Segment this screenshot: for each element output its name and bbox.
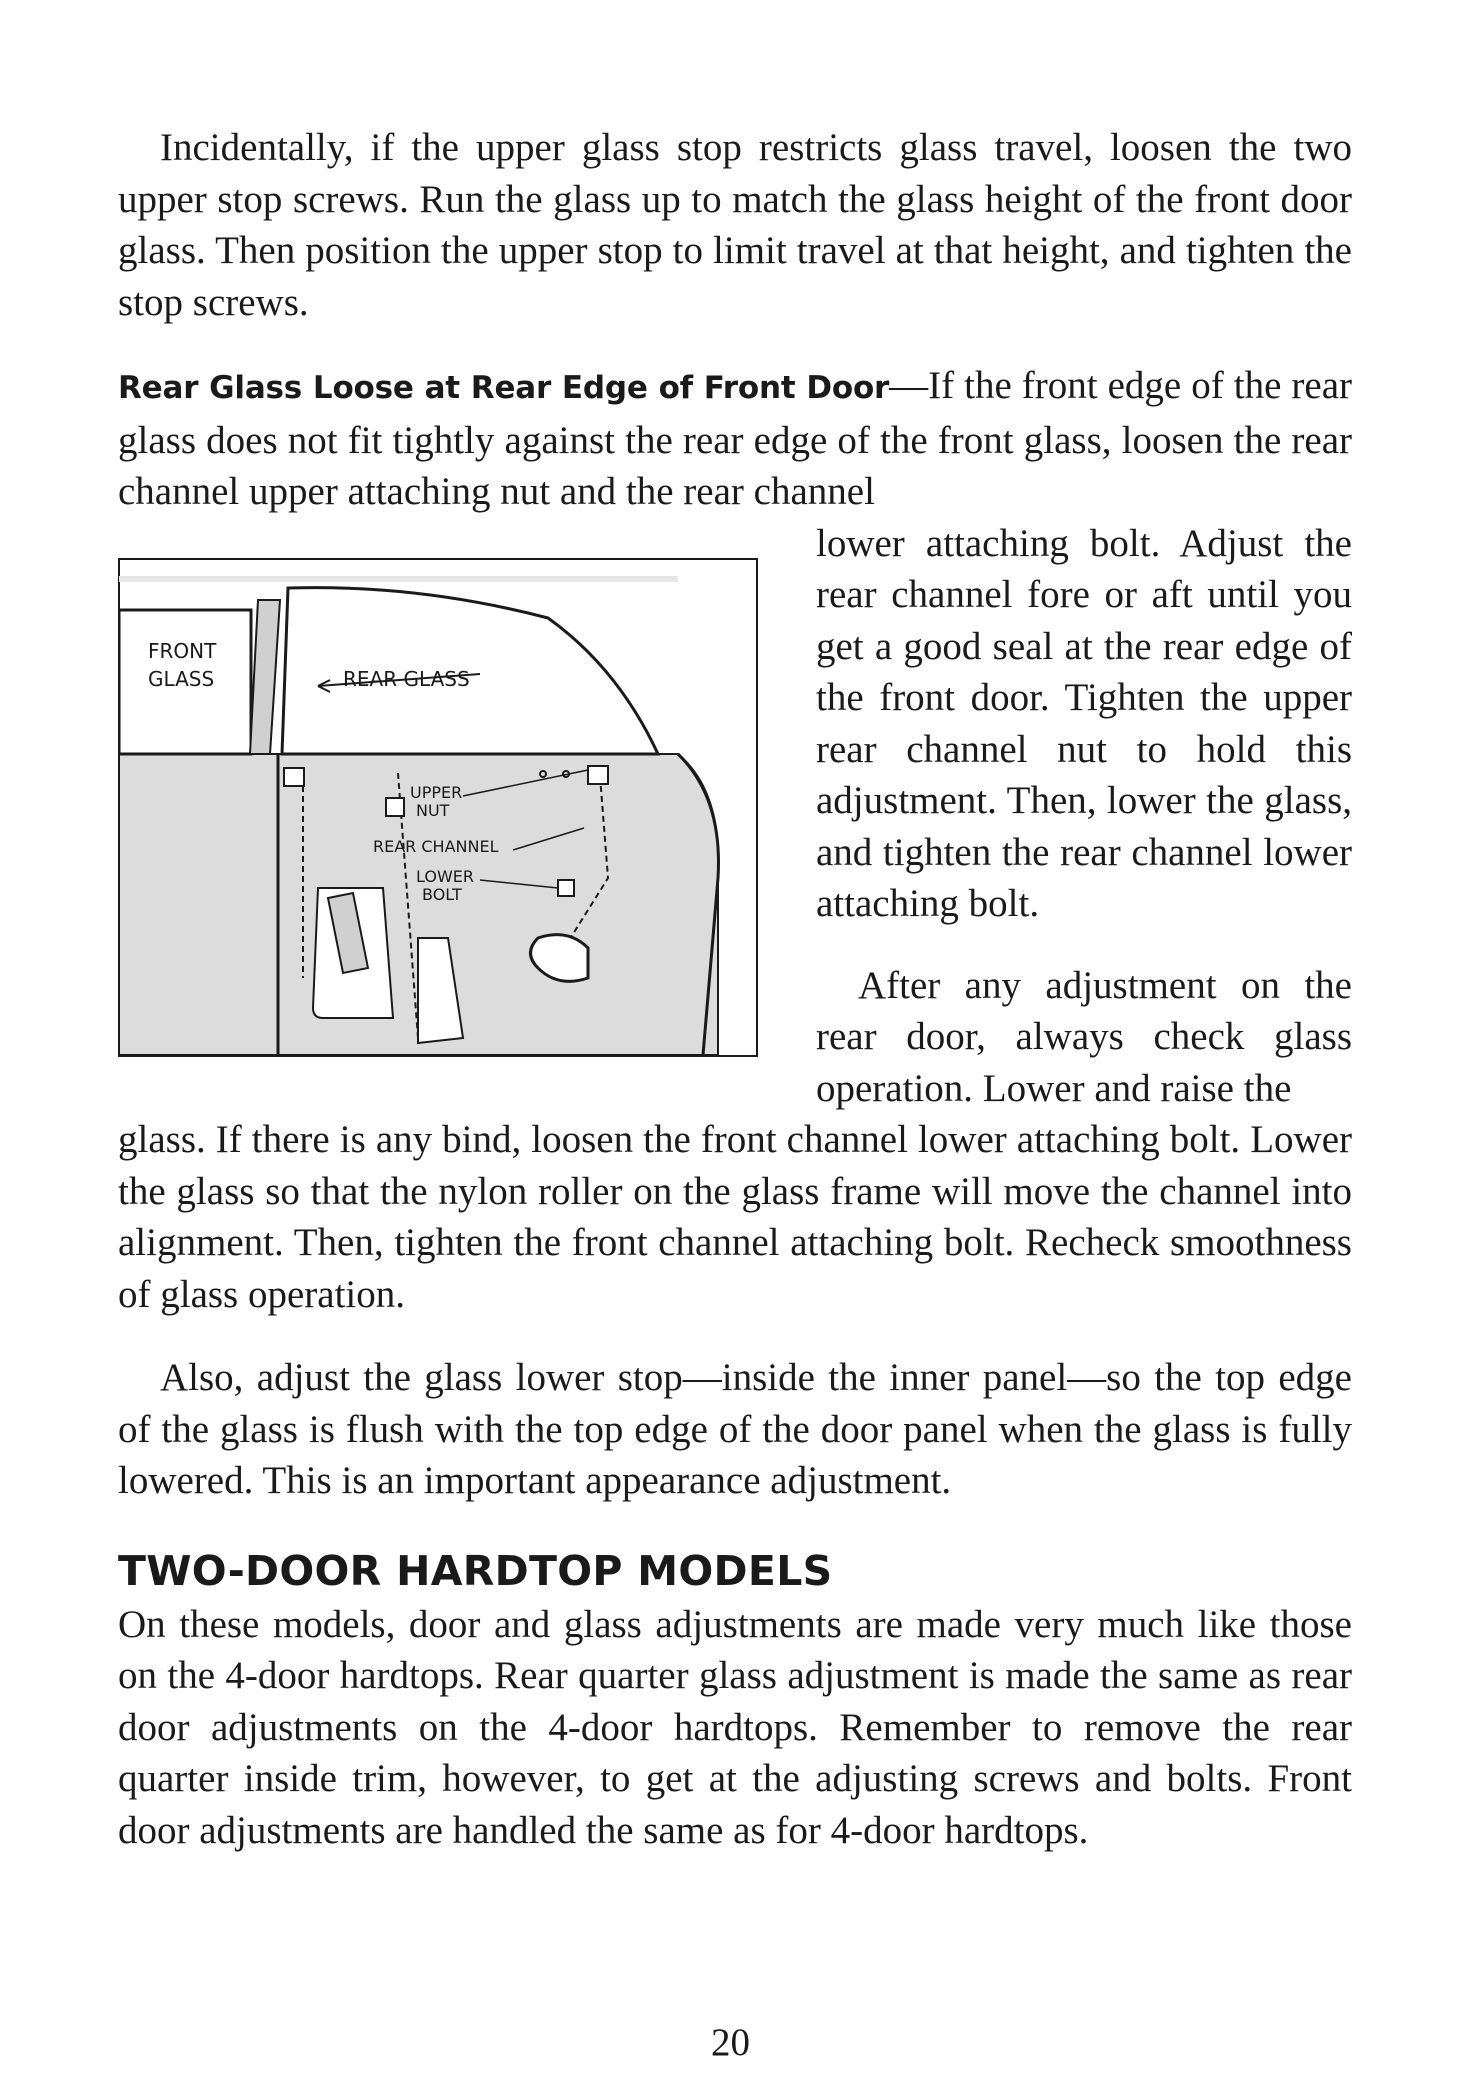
paragraph-after-adjustment-rest: glass. If there is any bind, loosen the front channel lower attaching bolt. Lower the glass so that the nylon roller on the glass frame will move the channel into alignment. Then, tighten the front channel attaching bolt. Recheck smoothness of glass operation. — [118, 1118, 1352, 1316]
upper-bracket — [284, 768, 304, 786]
rear-door-illustration — [118, 558, 758, 1057]
page-content — [118, 122, 1352, 1856]
paragraph-rear-glass-loose — [118, 360, 1352, 518]
paragraph-after-adjustment-side: After any adjustment on the rear door, always check glass operation. Lower and raise the — [816, 963, 1352, 1110]
label-upper-nut-1: UPPER — [410, 782, 463, 802]
label-rear-glass: REAR GLASS — [343, 666, 470, 691]
figure-and-text — [118, 518, 1352, 1115]
upper-stop-bracket — [588, 766, 608, 784]
label-front-glass-1: FRONT — [148, 638, 217, 663]
label-upper-nut-2: NUT — [416, 800, 450, 820]
label-front-glass-2: GLASS — [148, 666, 215, 691]
label-lower-bolt-1: LOWER — [416, 866, 474, 886]
page-number: 20 — [711, 2021, 750, 2064]
label-lower-bolt-2: BOLT — [422, 884, 462, 904]
paragraph-upper-glass-stop: Incidentally, if the upper glass stop restricts glass travel, loosen the two upper stop screws. Run the glass up to match the glass height of the front door glass. Then position the upper stop to limit travel at that height, and tighten the stop screws. — [118, 126, 1352, 324]
roof-band — [119, 576, 678, 582]
upper-nut-mark — [386, 798, 404, 816]
section-heading: TWO-DOOR HARDTOP MODELS — [118, 1546, 833, 1595]
lower-bolt-mark — [558, 880, 574, 896]
paragraph-rear-glass-loose-text: If the front edge of the rear glass does not fit tightly against the rear edge of the front glass, loosen the rear channel upper attaching nut and the rear channel — [118, 364, 1352, 513]
paragraph-lower-stop: Also, adjust the glass lower stop—inside the inner panel—so the top edge of the glass is flush with the top edge of the door panel when the glass is fully lowered. This is an important appearance adjustment. — [118, 1356, 1352, 1502]
run-in-heading: Rear Glass Loose at Rear Edge of Front Door — [118, 370, 890, 406]
figure-side-text — [816, 518, 1352, 1115]
rear-door-figure — [118, 558, 758, 1057]
heading-dash: — — [889, 364, 929, 407]
paragraph-rear-glass-loose-side: lower attaching bolt. Adjust the rear channel fore or aft until you get a good seal at the rear edge of the front door. Tighten the upper rear channel nut to hold this adjustment. Then, lower the glass, and tighten the rear channel lower attaching bolt. — [816, 521, 1352, 925]
label-rear-channel: REAR CHANNEL — [373, 836, 499, 856]
paragraph-two-door-hardtop: On these models, door and glass adjustments are made very much like those on the 4-door hardtops. Rear quarter glass adjustment is made the same as rear door adjustments on the 4-door hardtops. Remember to remove the rear quarter inside trim, however, to get at the adjusting screws and bolts. Front door adjustments are handled the same as for 4-door hardtops. — [118, 1602, 1352, 1852]
